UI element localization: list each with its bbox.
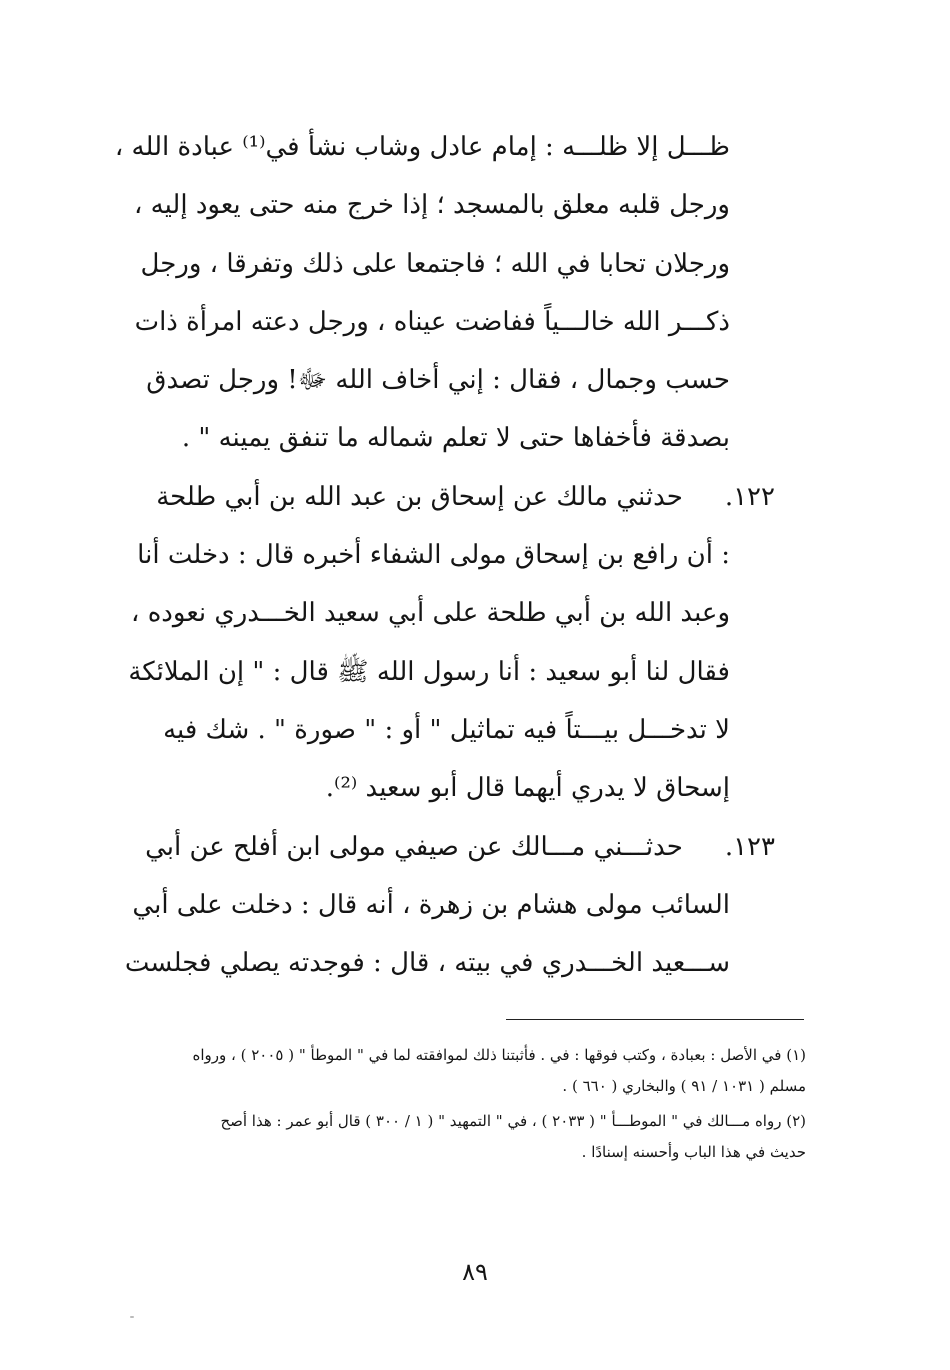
text-line: ظـــل إلا ظلـــه : إمام عادل وشاب نشأ في⁽¹⁾ عبادة الله ، — [114, 132, 730, 162]
footnote-2 — [156, 1106, 806, 1167]
text-line: فقال لنا أبو سعيد : أنا رسول الله ﷺ قال : " إن الملائكة — [128, 656, 730, 687]
text-line: : أن رافع بن إسحاق مولى الشفاء أخبره قال : دخلت أنا — [137, 540, 730, 571]
footnote-line: (١) في الأصل : بعبادة ، وكتب فوقها : في . فأثبتنا ذلك لموافقته لما في " الموطأ " ( ٢٠٠٥ ) ، ورواه — [192, 1046, 806, 1064]
text-line: حسب وجمال ، فقال : إني أخاف الله ﷻ! ورجل تصدق — [146, 365, 730, 396]
footnote-1 — [156, 1040, 806, 1101]
footnote-line: حديث في هذا الباب وأحسنه إسنادًا . — [581, 1142, 806, 1161]
hadith-text: حدثني مالك عن إسحاق بن عبد الله بن أبي طلحة — [156, 481, 683, 512]
page-number: ٨٩ — [462, 1258, 488, 1286]
scan-speck — [130, 1316, 134, 1318]
footnote-line: (٢) رواه مـــالك في " الموطـــأ " ( ٢٠٣٣ ) ، في " التمهيد " ( ١ / ٣٠٠ ) قال أبو عمر : هذا أصح — [220, 1112, 806, 1130]
text-line: إسحاق لا يدري أيهما قال أبو سعيد ⁽²⁾. — [325, 773, 730, 804]
hadith-number: ١٢٢. — [724, 481, 775, 512]
text-line: ورجلان تحابا في الله ؛ فاجتمعا على ذلك وتفرقا ، ورجل — [140, 248, 730, 279]
footnote-divider — [506, 1019, 804, 1020]
footnote-line: مسلم ( ١٠٣١ / ٩١ ) والبخاري ( ٦٦٠ ) . — [562, 1076, 806, 1095]
main-text — [114, 118, 775, 992]
hadith-text: حدثـــني مـــالك عن صيفي مولى ابن أفلح عن أبي — [145, 831, 683, 862]
hadith-number: ١٢٣. — [724, 831, 775, 862]
text-line: ســـعيد الخـــدري في بيته ، قال : فوجدته يصلي فجلست — [124, 948, 730, 979]
hadith-122 — [128, 468, 775, 818]
text-line: لا تدخـــل بيـــتاً فيه تماثيل " أو : " صورة " . شك فيه — [163, 714, 730, 745]
hadith-first-line — [156, 468, 775, 526]
text-line: بصدقة فأخفاها حتى لا تعلم شماله ما تنفق يمينه " . — [181, 423, 730, 454]
text-line: ذكـــر الله خالـــياً ففاضت عيناه ، ورجل دعته امرأة ذات — [134, 306, 730, 337]
hadith-123 — [124, 818, 775, 993]
text-line: السائب مولى هشام بن زهرة ، أنه قال : دخلت على أبي — [132, 889, 730, 920]
footnotes — [156, 1040, 806, 1167]
text-line: وعبد الله بن أبي طلحة على أبي سعيد الخـــدري نعوده ، — [131, 598, 730, 629]
text-line: ورجل قلبه معلق بالمسجد ؛ إذا خرج منه حتى يعود إليه ، — [133, 190, 730, 221]
hadith-first-line — [145, 818, 775, 876]
